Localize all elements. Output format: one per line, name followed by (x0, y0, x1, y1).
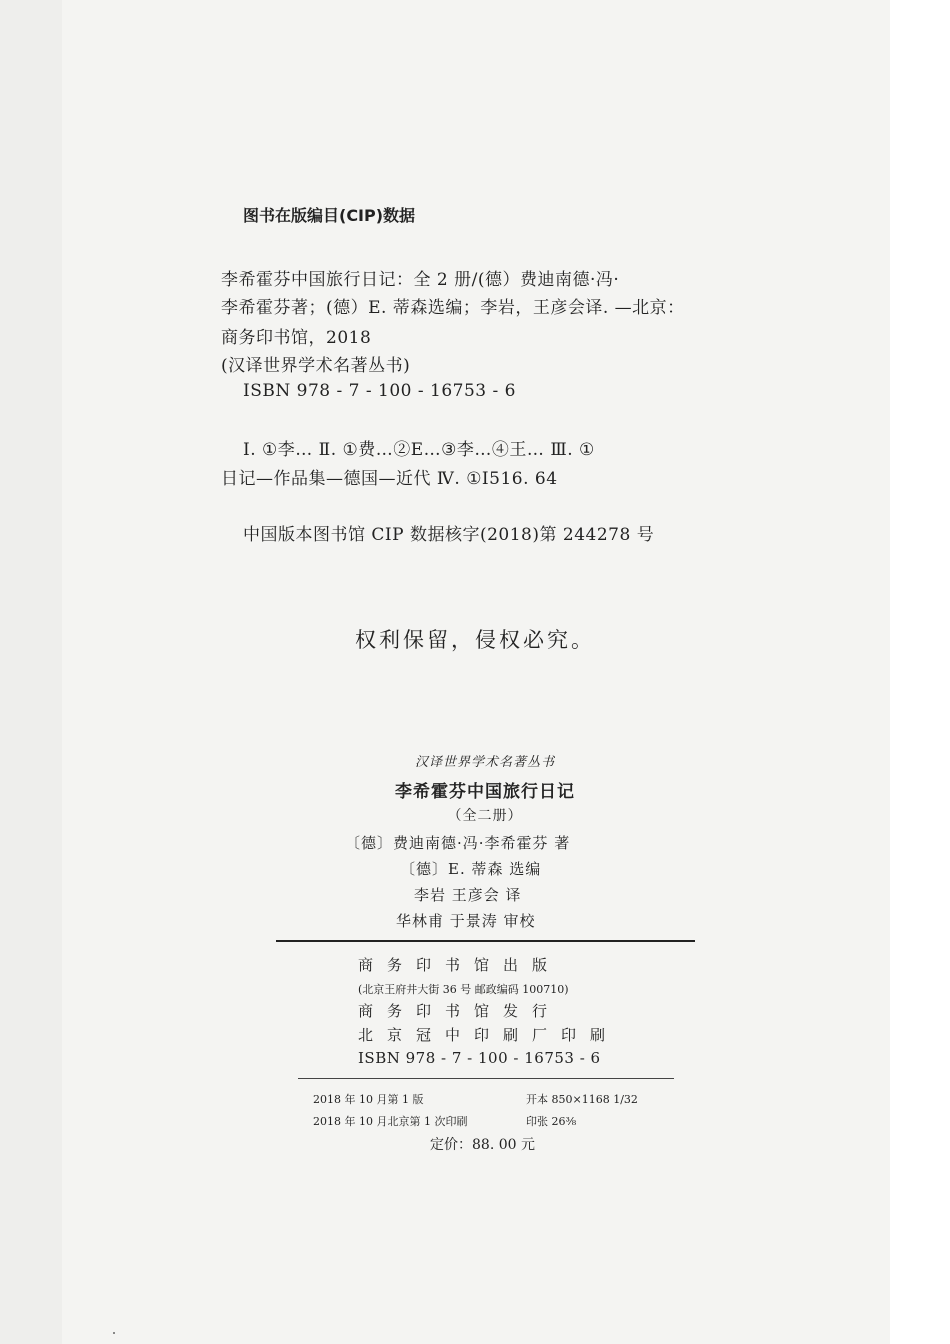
edition-info: 2018 年 10 月第 1 版 (313, 1093, 424, 1106)
cip-line-1: 李希霍芬中国旅行日记：全 2 册/(德）费迪南德·冯· (221, 270, 620, 290)
cip-line-3: 商务印书馆，2018 (221, 328, 372, 348)
publisher-address: (北京王府井大街 36 号 邮政编码 100710) (358, 983, 569, 996)
cip-line-4: (汉译世界学术名著丛书) (221, 356, 411, 376)
distributor-line: 商务印书馆发行 (358, 1002, 562, 1020)
rights-notice: 权利保留，侵权必究。 (355, 628, 595, 652)
credit-reviewers: 华林甫 于景涛 审校 (396, 912, 536, 930)
book-title: 李希霍芬中国旅行日记 (395, 782, 575, 802)
colophon-rule-thick (276, 940, 695, 942)
printer-line: 北京冠中印刷厂印刷 (358, 1026, 620, 1044)
format-info: 开本 850×1168 1/32 (526, 1093, 638, 1106)
price: 定价：88. 00 元 (430, 1137, 535, 1153)
series-name: 汉译世界学术名著丛书 (414, 755, 555, 770)
credit-translators: 李岩 王彦会 译 (414, 886, 522, 904)
credit-author: 〔德〕费迪南德·冯·李希霍芬 著 (345, 834, 571, 852)
credit-editor: 〔德〕E. 蒂森 选编 (400, 860, 542, 878)
cip-verification: 中国版本图书馆 CIP 数据核字(2018)第 244278 号 (243, 525, 655, 545)
printing-info: 2018 年 10 月北京第 1 次印刷 (313, 1115, 468, 1128)
sheets-info: 印张 26⅜ (526, 1115, 577, 1128)
cip-classification-1: Ⅰ. ①李… Ⅱ. ①费…②E…③李…④王… Ⅲ. ① (243, 440, 595, 460)
cip-classification-2: 日记—作品集—德国—近代 Ⅳ. ①I516. 64 (221, 469, 558, 489)
page-edge (890, 0, 950, 1344)
volumes-note: （全二册） (447, 808, 523, 824)
speck-mark (113, 1332, 115, 1334)
cip-line-2: 李希霍芬著；(德）E. 蒂森选编；李岩，王彦会译. —北京： (221, 298, 685, 318)
colophon-isbn: ISBN 978 - 7 - 100 - 16753 - 6 (358, 1049, 601, 1067)
publisher-line: 商务印书馆出版 (358, 956, 562, 974)
cip-isbn: ISBN 978 - 7 - 100 - 16753 - 6 (243, 381, 516, 401)
colophon-rule-thin (298, 1078, 674, 1079)
cip-title: 图书在版编目(CIP)数据 (243, 206, 416, 225)
